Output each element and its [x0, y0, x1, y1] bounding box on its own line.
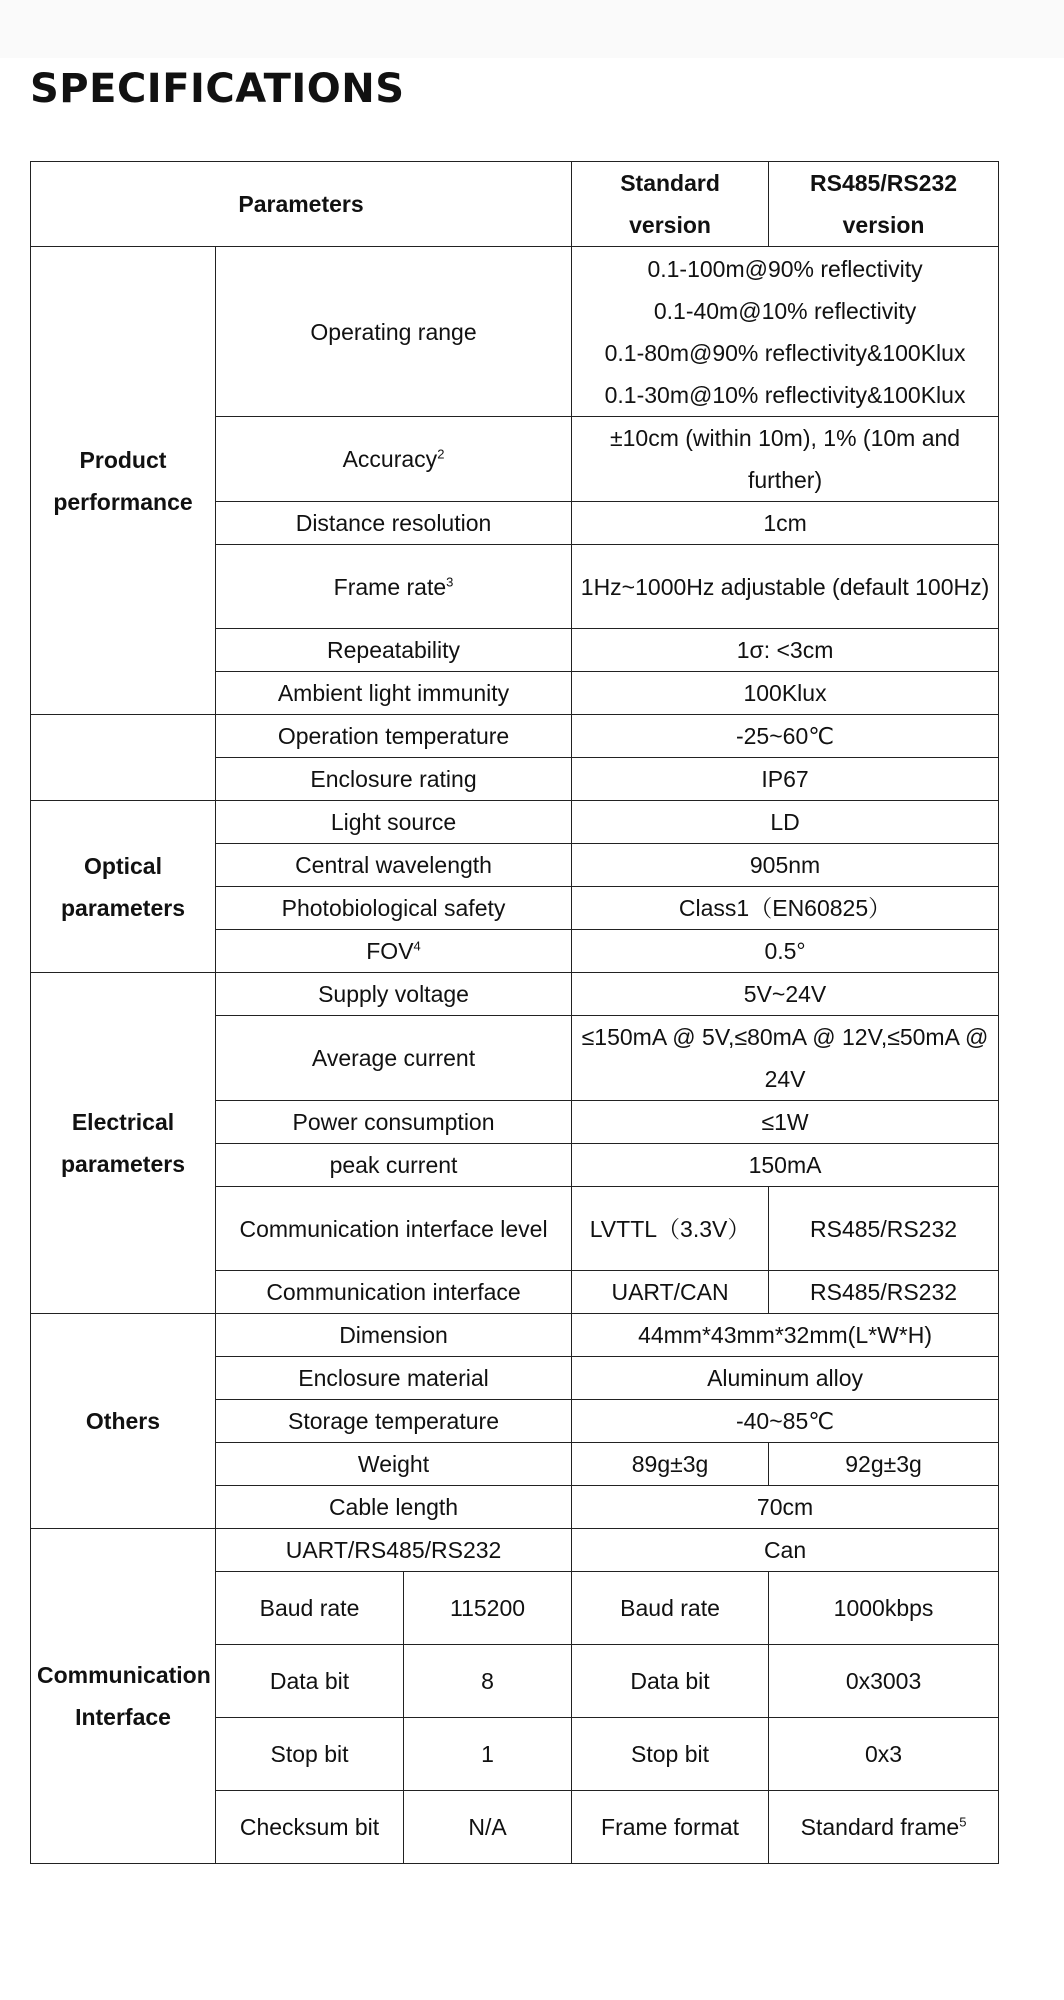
param-value-standard: LVTTL（3.3V） — [572, 1187, 769, 1271]
param-value: 905nm — [572, 844, 999, 887]
param-value: 5V~24V — [572, 973, 999, 1016]
uart-param-value: N/A — [404, 1791, 572, 1864]
param-value: LD — [572, 801, 999, 844]
param-value-standard: UART/CAN — [572, 1271, 769, 1314]
param-label: Cable length — [216, 1486, 572, 1529]
param-label-text: Frame rate — [333, 573, 447, 600]
param-label: Weight — [216, 1443, 572, 1486]
param-label: Average current — [216, 1016, 572, 1101]
uart-param-label: Data bit — [216, 1645, 404, 1718]
param-value: ±10cm (within 10m), 1% (10m and further) — [572, 417, 999, 502]
footnote-marker: 2 — [437, 446, 445, 462]
param-value: 150mA — [572, 1144, 999, 1187]
param-label: Central wavelength — [216, 844, 572, 887]
uart-param-value: 1 — [404, 1718, 572, 1791]
range-line: 0.1-100m@90% reflectivity — [647, 255, 923, 282]
param-label-text: FOV — [366, 938, 414, 964]
param-label: Dimension — [216, 1314, 572, 1357]
header-row — [31, 162, 999, 247]
footnote-marker: 4 — [413, 938, 421, 954]
param-value: IP67 — [572, 758, 999, 801]
comm-uart-header: UART/RS485/RS232 — [216, 1529, 572, 1572]
param-value: 44mm*43mm*32mm(L*W*H) — [572, 1314, 999, 1357]
can-param-value: 0x3003 — [769, 1645, 999, 1718]
comm-can-header: Can — [572, 1529, 999, 1572]
param-label: Communication interface level — [216, 1187, 572, 1271]
param-label: Supply voltage — [216, 973, 572, 1016]
param-value-standard: 89g±3g — [572, 1443, 769, 1486]
spec-row — [31, 715, 999, 758]
can-param-value: 0x3 — [769, 1718, 999, 1791]
range-line: 0.1-40m@10% reflectivity — [653, 297, 917, 324]
param-value: Aluminum alloy — [572, 1357, 999, 1400]
param-label: Power consumption — [216, 1101, 572, 1144]
param-label: Enclosure rating — [216, 758, 572, 801]
param-value: -25~60℃ — [572, 715, 999, 758]
group-product-performance: Product performance — [31, 247, 216, 715]
param-label: Light source — [216, 801, 572, 844]
group-unlabeled — [31, 715, 216, 801]
spec-row — [31, 247, 999, 417]
range-line: 0.1-80m@90% reflectivity&100Klux — [604, 339, 966, 366]
param-value: -40~85℃ — [572, 1400, 999, 1443]
can-param-value: 1000kbps — [769, 1572, 999, 1645]
can-param-label: Frame format — [572, 1791, 769, 1864]
param-value — [572, 247, 999, 417]
param-label-text: Accuracy — [342, 446, 438, 472]
param-value: ≤150mA @ 5V,≤80mA @ 12V,≤50mA @ 24V — [572, 1016, 999, 1101]
param-value: 1cm — [572, 502, 999, 545]
group-optical-parameters: Optical parameters — [31, 801, 216, 973]
can-param-label: Baud rate — [572, 1572, 769, 1645]
param-label: Photobiological safety — [216, 887, 572, 930]
param-value: 1Hz~1000Hz adjustable (default 100Hz) — [572, 545, 999, 629]
param-label — [216, 930, 572, 973]
param-value-rs: RS485/RS232 — [769, 1271, 999, 1314]
param-label: Storage temperature — [216, 1400, 572, 1443]
range-line: 0.1-30m@10% reflectivity&100Klux — [604, 381, 966, 408]
param-label: Distance resolution — [216, 502, 572, 545]
param-label: Enclosure material — [216, 1357, 572, 1400]
spec-row — [31, 1314, 999, 1357]
uart-param-label: Baud rate — [216, 1572, 404, 1645]
param-label: Operation temperature — [216, 715, 572, 758]
footnote-marker: 5 — [959, 1814, 967, 1830]
header-parameters: Parameters — [31, 162, 572, 247]
spec-row — [31, 973, 999, 1016]
group-communication-interface: Communication Interface — [31, 1529, 216, 1864]
can-param-label: Stop bit — [572, 1718, 769, 1791]
header-rs-version: RS485/RS232 version — [769, 162, 999, 247]
group-electrical-parameters: Electrical parameters — [31, 973, 216, 1314]
spec-row — [31, 801, 999, 844]
can-param-value-text: Standard frame — [800, 1814, 960, 1840]
param-label: peak current — [216, 1144, 572, 1187]
uart-param-label: Stop bit — [216, 1718, 404, 1791]
param-value: Class1（EN60825） — [572, 887, 999, 930]
group-others: Others — [31, 1314, 216, 1529]
uart-param-value: 115200 — [404, 1572, 572, 1645]
param-value: 70cm — [572, 1486, 999, 1529]
uart-param-label: Checksum bit — [216, 1791, 404, 1864]
uart-param-value: 8 — [404, 1645, 572, 1718]
param-value: 0.5° — [572, 930, 999, 973]
can-param-label: Data bit — [572, 1645, 769, 1718]
specifications-table — [30, 161, 999, 1864]
param-value: 1σ: <3cm — [572, 629, 999, 672]
param-value: 100Klux — [572, 672, 999, 715]
header-standard-version: Standard version — [572, 162, 769, 247]
param-value-rs: RS485/RS232 — [769, 1187, 999, 1271]
spec-row — [31, 1529, 999, 1572]
param-label — [216, 417, 572, 502]
footnote-marker: 3 — [446, 573, 454, 589]
param-label: Ambient light immunity — [216, 672, 572, 715]
param-value: ≤1W — [572, 1101, 999, 1144]
can-param-value — [769, 1791, 999, 1864]
param-label: Repeatability — [216, 629, 572, 672]
page-title: SPECIFICATIONS — [30, 66, 405, 112]
param-value-rs: 92g±3g — [769, 1443, 999, 1486]
param-label — [216, 545, 572, 629]
param-label: Operating range — [216, 247, 572, 417]
param-label: Communication interface — [216, 1271, 572, 1314]
